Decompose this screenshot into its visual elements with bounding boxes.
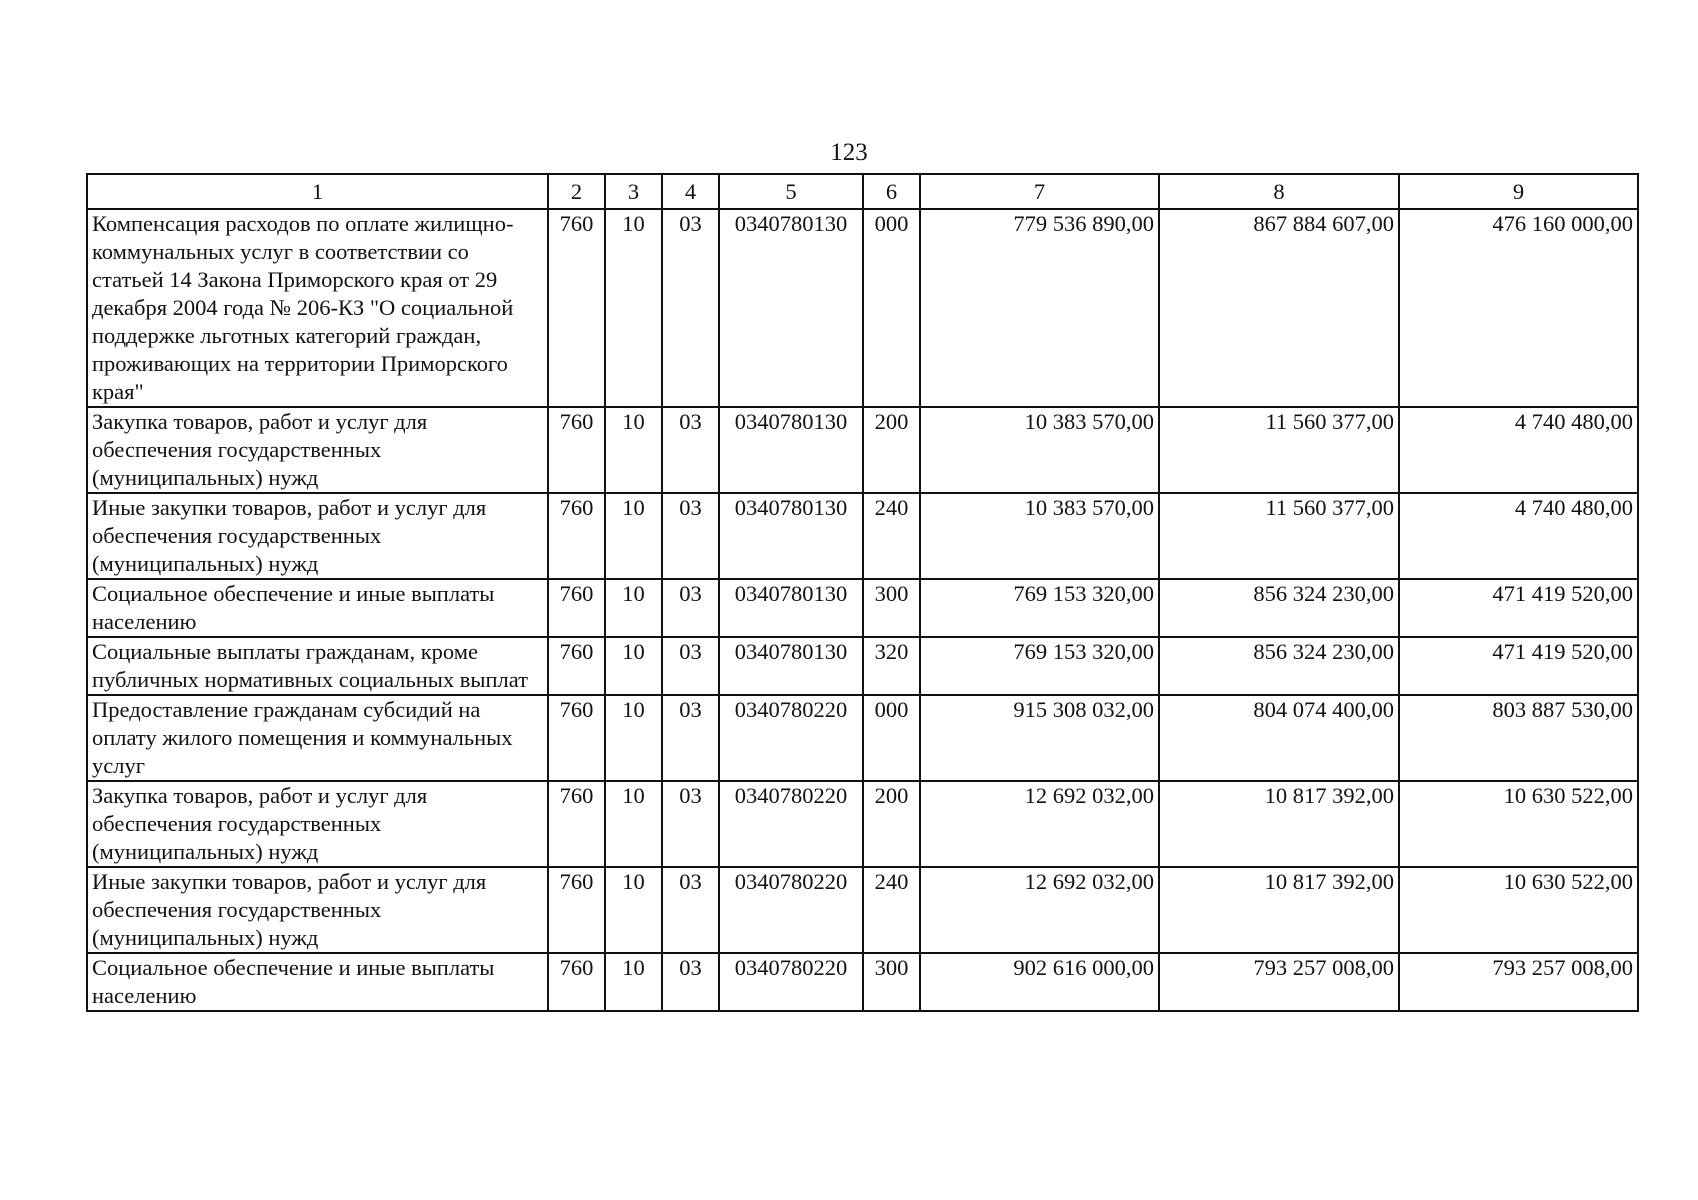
row-name-cell: Социальное обеспечение и иные выплаты населению <box>87 953 548 1011</box>
row-name-cell: Предоставление гражданам субсидий на оплату жилого помещения и коммунальных услуг <box>87 695 548 781</box>
code-cell-c5: 0340780220 <box>719 695 863 781</box>
code-cell-c3: 10 <box>605 953 662 1011</box>
column-header: 2 <box>548 174 605 209</box>
code-cell-c3: 10 <box>605 579 662 637</box>
row-name-cell: Закупка товаров, работ и услуг для обеспечения государственных (муниципальных) нужд <box>87 781 548 867</box>
row-name-cell: Социальные выплаты гражданам, кроме публичных нормативных социальных выплат <box>87 637 548 695</box>
code-cell-c3: 10 <box>605 407 662 493</box>
amount-cell-c9: 4 740 480,00 <box>1399 407 1638 493</box>
amount-cell-c7: 769 153 320,00 <box>920 579 1159 637</box>
column-header: 7 <box>920 174 1159 209</box>
table-row <box>87 637 1638 695</box>
amount-cell-c7: 12 692 032,00 <box>920 867 1159 953</box>
code-cell-c5: 0340780130 <box>719 579 863 637</box>
code-cell-c6: 300 <box>863 953 920 1011</box>
column-header: 9 <box>1399 174 1638 209</box>
amount-cell-c7: 10 383 570,00 <box>920 407 1159 493</box>
code-cell-c4: 03 <box>662 579 719 637</box>
amount-cell-c9: 4 740 480,00 <box>1399 493 1638 579</box>
code-cell-c3: 10 <box>605 493 662 579</box>
budget-table <box>86 173 1639 1012</box>
code-cell-c2: 760 <box>548 493 605 579</box>
code-cell-c5: 0340780130 <box>719 407 863 493</box>
code-cell-c4: 03 <box>662 953 719 1011</box>
code-cell-c4: 03 <box>662 781 719 867</box>
code-cell-c4: 03 <box>662 493 719 579</box>
amount-cell-c9: 476 160 000,00 <box>1399 209 1638 407</box>
amount-cell-c7: 12 692 032,00 <box>920 781 1159 867</box>
column-header: 6 <box>863 174 920 209</box>
code-cell-c5: 0340780130 <box>719 493 863 579</box>
code-cell-c6: 240 <box>863 867 920 953</box>
code-cell-c3: 10 <box>605 209 662 407</box>
code-cell-c3: 10 <box>605 781 662 867</box>
amount-cell-c8: 804 074 400,00 <box>1159 695 1399 781</box>
code-cell-c5: 0340780130 <box>719 637 863 695</box>
amount-cell-c9: 803 887 530,00 <box>1399 695 1638 781</box>
code-cell-c3: 10 <box>605 695 662 781</box>
column-header: 3 <box>605 174 662 209</box>
code-cell-c5: 0340780130 <box>719 209 863 407</box>
amount-cell-c9: 10 630 522,00 <box>1399 781 1638 867</box>
code-cell-c5: 0340780220 <box>719 781 863 867</box>
table-body <box>87 209 1638 1011</box>
amount-cell-c8: 10 817 392,00 <box>1159 867 1399 953</box>
code-cell-c2: 760 <box>548 209 605 407</box>
code-cell-c3: 10 <box>605 637 662 695</box>
amount-cell-c9: 793 257 008,00 <box>1399 953 1638 1011</box>
amount-cell-c8: 10 817 392,00 <box>1159 781 1399 867</box>
amount-cell-c9: 10 630 522,00 <box>1399 867 1638 953</box>
table-row <box>87 407 1638 493</box>
row-name-cell: Закупка товаров, работ и услуг для обеспечения государственных (муниципальных) нужд <box>87 407 548 493</box>
amount-cell-c8: 856 324 230,00 <box>1159 637 1399 695</box>
amount-cell-c7: 779 536 890,00 <box>920 209 1159 407</box>
page-number: 123 <box>830 139 868 166</box>
amount-cell-c8: 11 560 377,00 <box>1159 493 1399 579</box>
code-cell-c2: 760 <box>548 781 605 867</box>
code-cell-c2: 760 <box>548 579 605 637</box>
amount-cell-c8: 793 257 008,00 <box>1159 953 1399 1011</box>
column-header: 8 <box>1159 174 1399 209</box>
table-row <box>87 579 1638 637</box>
code-cell-c2: 760 <box>548 637 605 695</box>
code-cell-c4: 03 <box>662 695 719 781</box>
amount-cell-c7: 902 616 000,00 <box>920 953 1159 1011</box>
amount-cell-c7: 769 153 320,00 <box>920 637 1159 695</box>
amount-cell-c7: 915 308 032,00 <box>920 695 1159 781</box>
row-name-cell: Иные закупки товаров, работ и услуг для обеспечения государственных (муниципальных) нужд <box>87 867 548 953</box>
code-cell-c6: 200 <box>863 781 920 867</box>
table-row <box>87 493 1638 579</box>
code-cell-c6: 000 <box>863 209 920 407</box>
code-cell-c5: 0340780220 <box>719 953 863 1011</box>
code-cell-c4: 03 <box>662 209 719 407</box>
code-cell-c2: 760 <box>548 695 605 781</box>
code-cell-c6: 300 <box>863 579 920 637</box>
amount-cell-c8: 856 324 230,00 <box>1159 579 1399 637</box>
amount-cell-c7: 10 383 570,00 <box>920 493 1159 579</box>
code-cell-c6: 000 <box>863 695 920 781</box>
code-cell-c6: 200 <box>863 407 920 493</box>
code-cell-c5: 0340780220 <box>719 867 863 953</box>
code-cell-c2: 760 <box>548 867 605 953</box>
column-header: 4 <box>662 174 719 209</box>
code-cell-c4: 03 <box>662 637 719 695</box>
code-cell-c4: 03 <box>662 407 719 493</box>
table-row <box>87 209 1638 407</box>
amount-cell-c9: 471 419 520,00 <box>1399 637 1638 695</box>
amount-cell-c8: 867 884 607,00 <box>1159 209 1399 407</box>
table-row <box>87 695 1638 781</box>
table-row <box>87 781 1638 867</box>
row-name-cell: Компенсация расходов по оплате жилищно-коммунальных услуг в соответствии со статьей 14 Закона Приморского края от 29 декабря 2004 года № 206-КЗ "О социальной поддержке льготных категорий граждан, проживающих на территории Приморского края" <box>87 209 548 407</box>
table-row <box>87 867 1638 953</box>
column-number-row <box>87 174 1638 209</box>
code-cell-c6: 320 <box>863 637 920 695</box>
code-cell-c6: 240 <box>863 493 920 579</box>
row-name-cell: Иные закупки товаров, работ и услуг для обеспечения государственных (муниципальных) нужд <box>87 493 548 579</box>
code-cell-c3: 10 <box>605 867 662 953</box>
code-cell-c2: 760 <box>548 407 605 493</box>
amount-cell-c8: 11 560 377,00 <box>1159 407 1399 493</box>
code-cell-c4: 03 <box>662 867 719 953</box>
code-cell-c2: 760 <box>548 953 605 1011</box>
table-row <box>87 953 1638 1011</box>
column-header: 5 <box>719 174 863 209</box>
column-header: 1 <box>87 174 548 209</box>
row-name-cell: Социальное обеспечение и иные выплаты населению <box>87 579 548 637</box>
amount-cell-c9: 471 419 520,00 <box>1399 579 1638 637</box>
